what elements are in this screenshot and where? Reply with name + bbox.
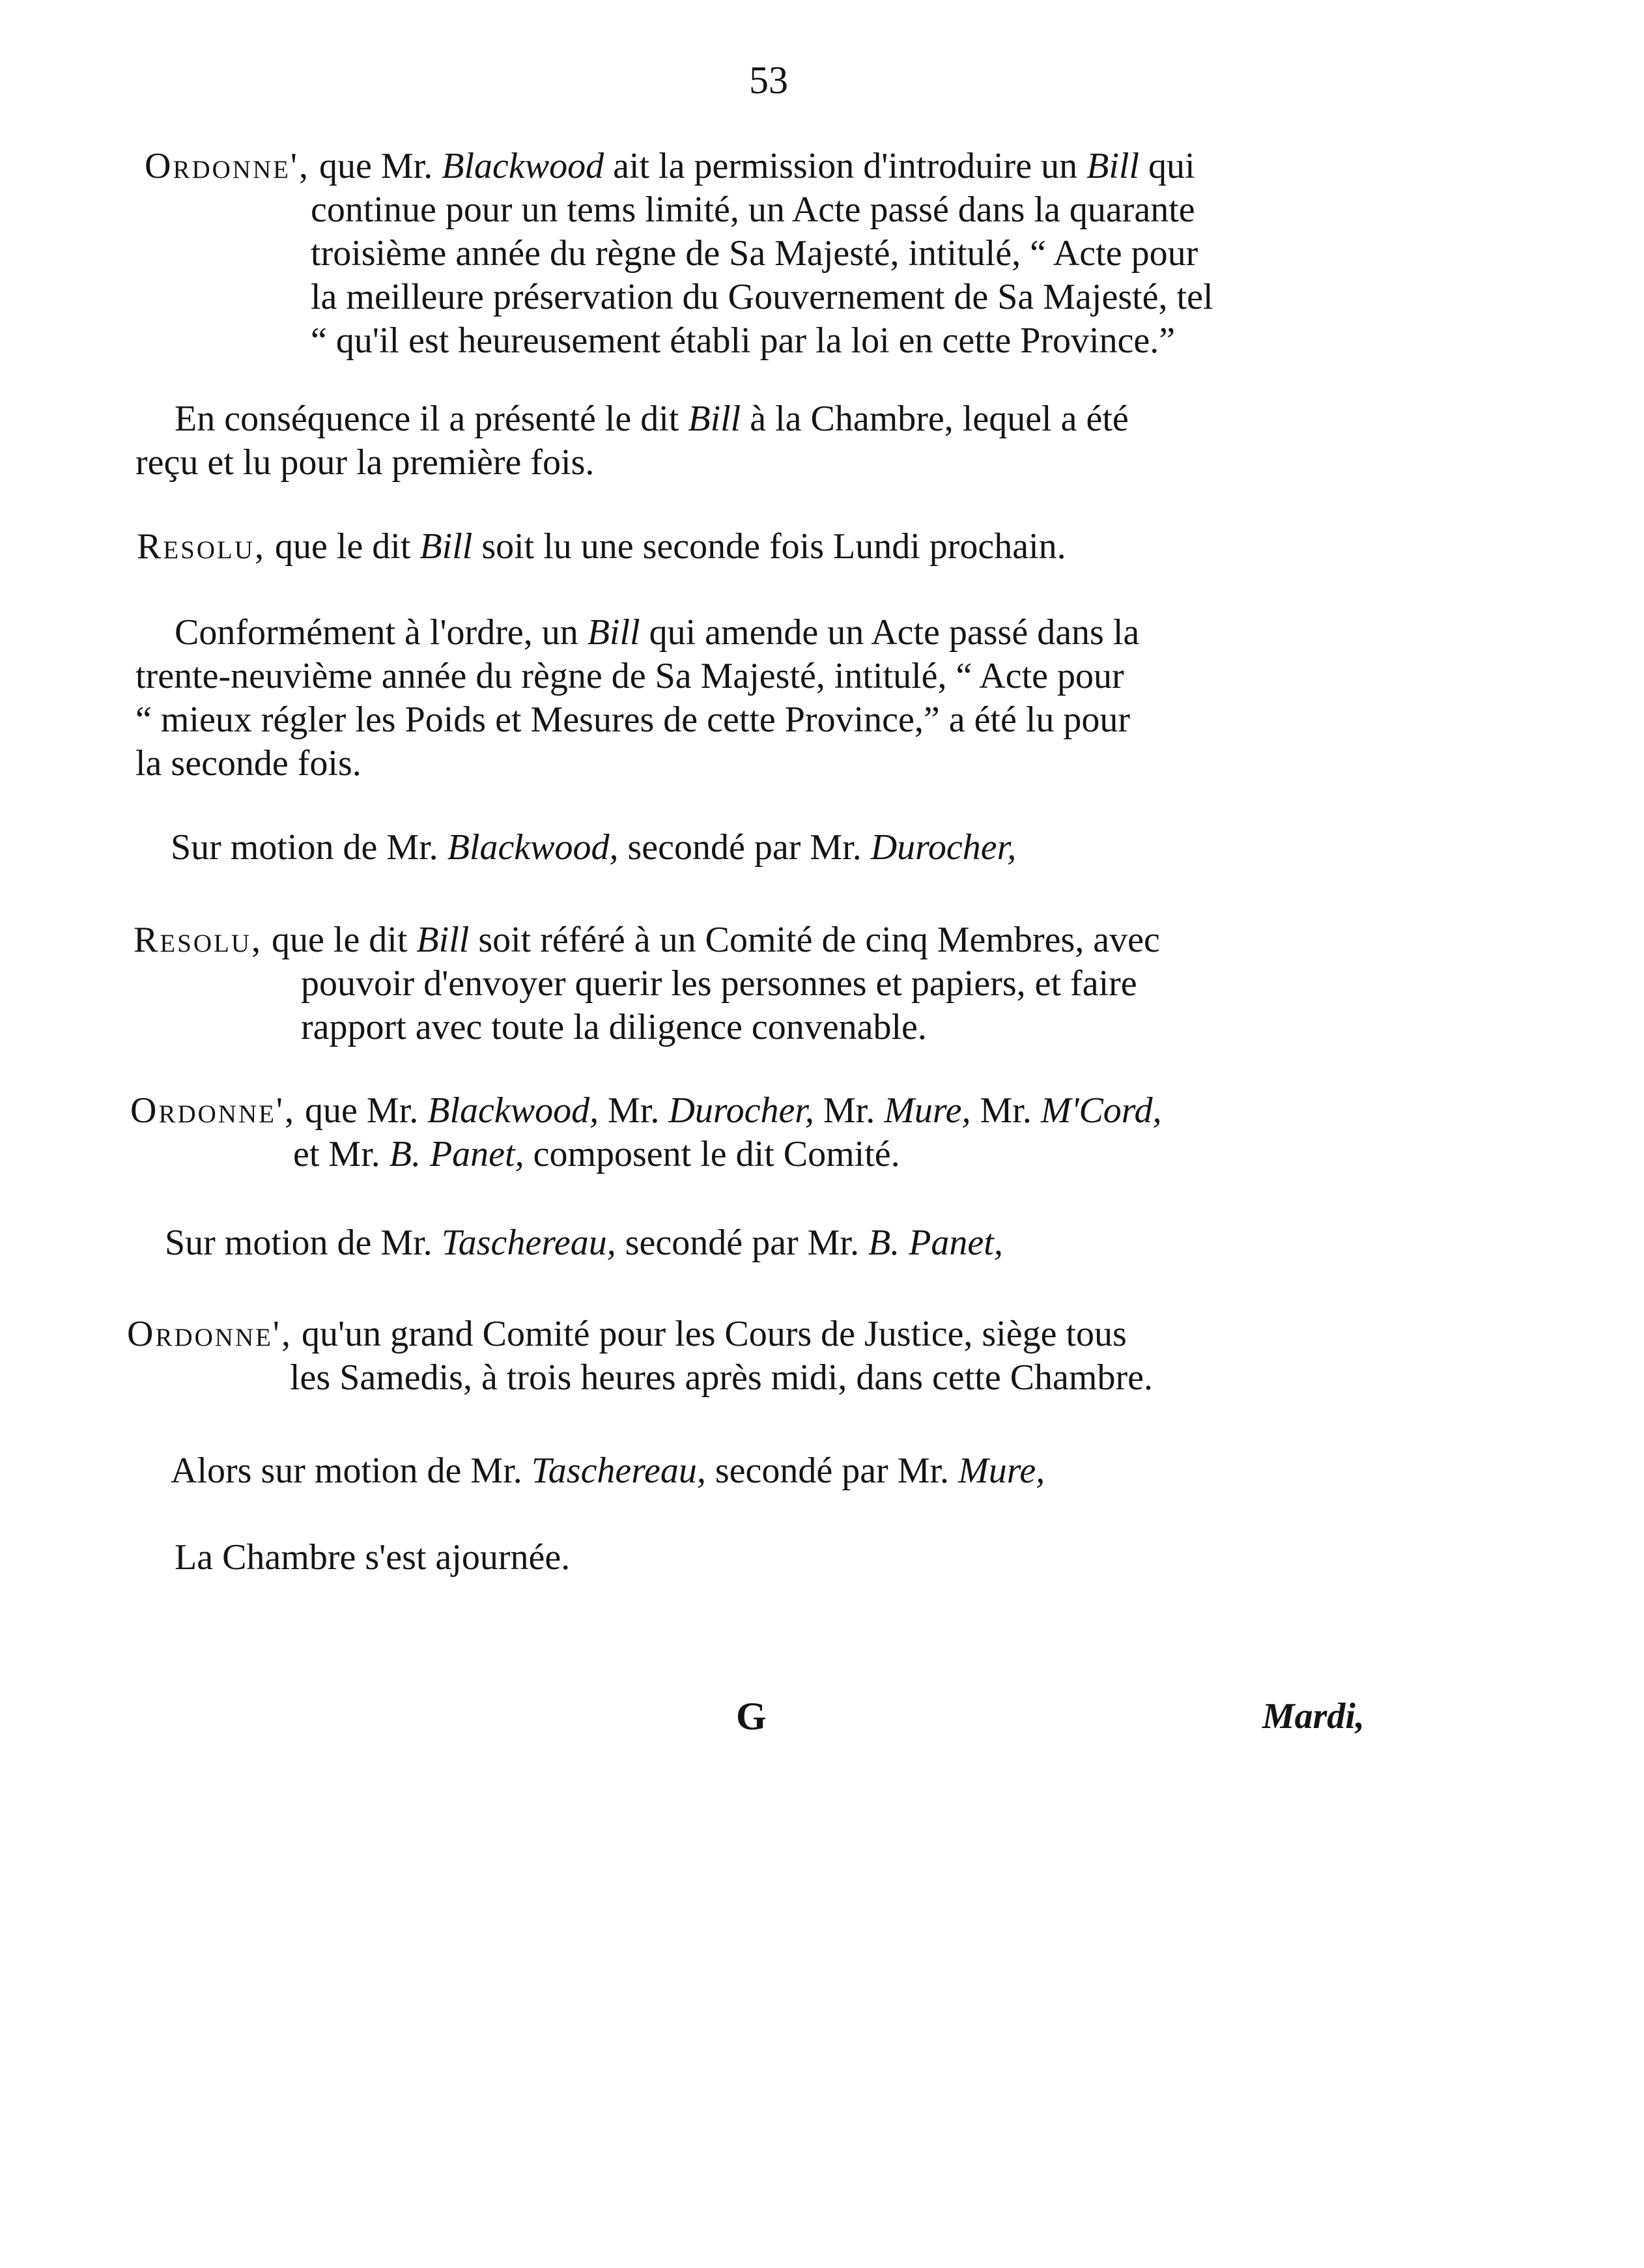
entry-line: rapport avec toute la diligence convenable.: [301, 1007, 927, 1047]
entry-line: [127, 1312, 1127, 1356]
text-run: En conséquence il a présenté le dit: [175, 399, 688, 439]
entry-line: [175, 397, 1129, 441]
entry-line: la seconde fois.: [135, 743, 361, 784]
member-name: M'Cord,: [1040, 1090, 1162, 1131]
bill-word: Bill: [688, 399, 741, 439]
page-number: 53: [749, 59, 788, 102]
text-run: secondé par Mr.: [705, 1451, 959, 1491]
entry-line: [130, 1089, 1162, 1133]
member-name: Mure,: [884, 1090, 971, 1131]
catchword: Mardi,: [1262, 1696, 1365, 1736]
text-run: soit lu une seconde fois Lundi prochain.: [472, 526, 1066, 567]
entry-line: reçu et lu pour la première fois.: [135, 442, 595, 483]
text-run: secondé par Mr.: [618, 827, 871, 868]
entry-heading: Resolu,: [137, 526, 266, 567]
entry-line: [145, 145, 1195, 188]
bill-word: Bill: [419, 526, 473, 567]
bill-word: Bill: [1086, 146, 1140, 186]
entry-line: la meilleure préservation du Gouvernement de Sa Majesté, tel: [311, 277, 1213, 317]
entry-heading: Ordonne',: [127, 1314, 293, 1354]
text-run: à la Chambre, lequel a été: [741, 399, 1129, 439]
text-run: qui amende un Acte passé dans la: [640, 612, 1140, 653]
bill-word: Bill: [587, 612, 640, 653]
entry-line: “ qu'il est heureusement établi par la loi en cette Province.”: [311, 320, 1176, 361]
entry-heading: Resolu,: [134, 920, 263, 960]
text-run: que Mr.: [310, 146, 442, 186]
entry-line: [171, 826, 1016, 870]
signature-mark: G: [736, 1695, 767, 1738]
text-run: Mr.: [814, 1090, 885, 1131]
entry-line: [171, 1449, 1045, 1493]
text-run: et Mr.: [293, 1134, 390, 1174]
entry-line: pouvoir d'envoyer querir les personnes et papiers, et faire: [301, 963, 1137, 1004]
entry-line: “ mieux régler les Poids et Mesures de cette Province,” a été lu pour: [135, 700, 1131, 740]
member-name: Taschereau,: [441, 1223, 616, 1263]
entry-line: [293, 1133, 900, 1176]
text-run: secondé par Mr.: [616, 1223, 868, 1263]
text-run: qui: [1139, 146, 1195, 186]
text-run: que Mr.: [296, 1090, 428, 1131]
text-run: que le dit: [266, 526, 420, 567]
member-name: Durocher,: [668, 1090, 814, 1131]
member-name: Durocher,: [870, 827, 1017, 868]
text-run: ait la permission d'introduire un: [604, 146, 1087, 186]
bill-word: Bill: [416, 920, 470, 960]
entry-line: les Samedis, à trois heures après midi, dans cette Chambre.: [290, 1357, 1153, 1398]
member-name: Taschereau,: [531, 1451, 706, 1491]
text-run: Mr.: [599, 1090, 669, 1131]
entry-line: [134, 918, 1160, 962]
entry-heading: Ordonne',: [145, 146, 311, 186]
entry-line: [165, 1221, 1003, 1265]
text-run: qu'un grand Comité pour les Cours de Justice, siège tous: [292, 1314, 1127, 1354]
text-run: Sur motion de Mr.: [171, 827, 447, 868]
entry-heading: Ordonne',: [130, 1090, 296, 1131]
entry-line: troisième année du règne de Sa Majesté, intitulé, “ Acte pour: [311, 233, 1198, 274]
entry-line: [175, 611, 1139, 655]
text-run: Mr.: [971, 1090, 1041, 1131]
text-run: Sur motion de Mr.: [165, 1223, 442, 1263]
entry-line: La Chambre s'est ajournée.: [175, 1537, 571, 1578]
member-name: Blackwood,: [427, 1090, 599, 1131]
text-run: soit référé à un Comité de cinq Membres, avec: [469, 920, 1160, 960]
member-name: B. Panet,: [389, 1134, 524, 1174]
member-name: Blackwood: [442, 146, 604, 186]
text-run: Conformément à l'ordre, un: [175, 612, 588, 653]
entry-line: continue pour un tems limité, un Acte passé dans la quarante: [311, 190, 1195, 230]
member-name: Blackwood,: [447, 827, 619, 868]
text-run: Alors sur motion de Mr.: [171, 1451, 531, 1491]
text-run: composent le dit Comité.: [524, 1134, 900, 1174]
member-name: B. Panet,: [868, 1223, 1003, 1263]
entry-line: [137, 525, 1066, 569]
entry-line: trente-neuvième année du règne de Sa Majesté, intitulé, “ Acte pour: [135, 656, 1124, 696]
text-run: que le dit: [262, 920, 417, 960]
member-name: Mure,: [958, 1451, 1045, 1491]
